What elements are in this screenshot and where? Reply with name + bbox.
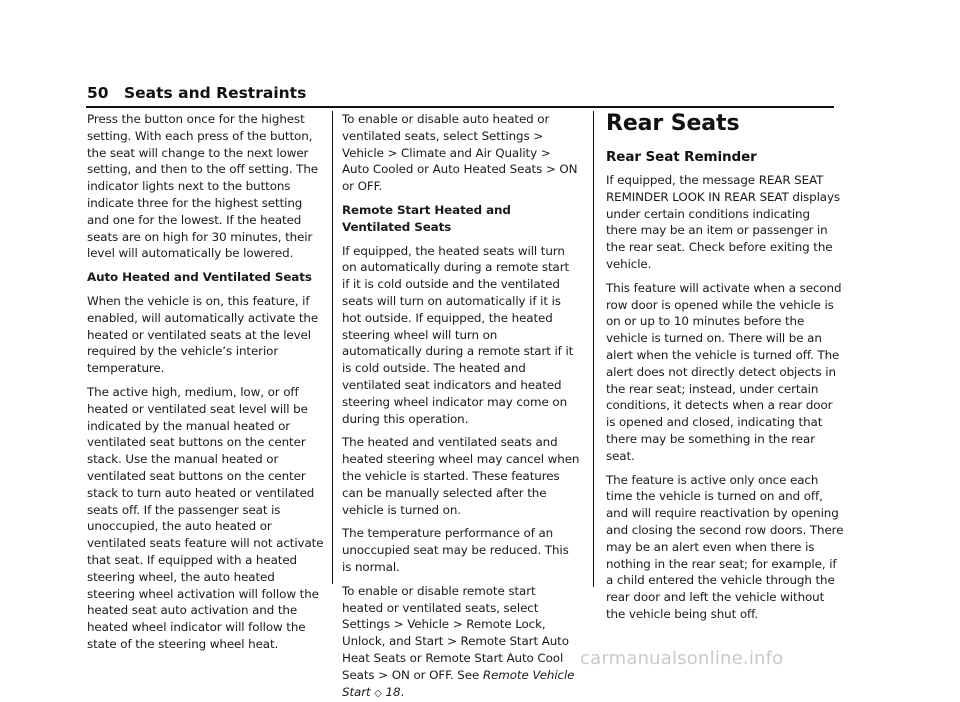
header-rule <box>86 106 834 108</box>
paragraph: If equipped, the message REAR SEAT REMINDER LOOK IN REAR SEAT displays under certain conditions indicating there may be an item or passenger in the rear seat. Check before exiting the vehicle. <box>606 173 841 271</box>
page-header <box>87 84 306 102</box>
text-column-2 <box>342 111 580 702</box>
page-number: 50 <box>87 84 109 102</box>
paragraph-with-reference <box>342 583 580 702</box>
subheading-remote-start-seats: Remote Start Heated and Ventilated Seats <box>342 202 511 234</box>
paragraph: If equipped, the heated seats will turn on automatically during a remote start if it is cold outside and the ventilated seats will turn on automatically if it is hot outside. If equipped, the heated steering wheel will turn on automatically during a remote start if it is cold outside. The heated and ventilated seat indicators and heated steering wheel indicator may come on during this operation. <box>342 243 574 426</box>
paragraph: To enable or disable auto heated or ventilated seats, select Settings > Vehicle > Climate and Air Quality > Auto Cooled or Auto Heated Seats > ON or OFF. <box>342 112 578 194</box>
paragraph: When the vehicle is on, this feature, if enabled, will automatically activate the heated or ventilated seats at the level required by the vehicle’s interior temperature. <box>87 293 319 376</box>
subheading-auto-heated-seats: Auto Heated and Ventilated Seats <box>87 270 312 285</box>
sentence-end: . <box>400 684 405 699</box>
watermark: carmanualsonline.info <box>580 648 784 669</box>
text-column-3 <box>606 111 844 623</box>
paragraph-text: To enable or disable remote start heated or ventilated seats, select Settings > Vehicle > Remote Lock, Unlock, and Start > Remote Start Auto Heat Seats or Remote Start Auto Cool Seats > ON or OFF. See <box>342 583 569 682</box>
paragraph: The heated and ventilated seats and heated steering wheel may cancel when the vehicle is started. These features can be manually selected after the vehicle is turned on. <box>342 435 580 517</box>
running-section-title: Seats and Restraints <box>123 84 307 102</box>
section-heading: Rear Seats <box>606 111 740 136</box>
cross-reference-title[interactable]: Remote Vehicle Start <box>342 667 575 699</box>
cross-reference-page[interactable]: 18 <box>385 684 401 699</box>
page-reference-icon: ◇ <box>374 687 382 699</box>
paragraph: The feature is active only once each time the vehicle is turned on and off, and will require reactivation by opening and closing the second row doors. There may be an alert even when there is nothing in the rear seat; for example, if a child entered the vehicle through the rear door and left the vehicle without the vehicle being shut off. <box>606 472 844 621</box>
subsection-heading: Rear Seat Reminder <box>606 149 757 165</box>
paragraph: Press the button once for the highest setting. With each press of the button, the seat will change to the next lower setting, and then to the off setting. The indicator lights next to the buttons indicate three for the highest setting and one for the lowest. If the heated seats are on high for 30 minutes, their level will automatically be lowered. <box>87 112 318 261</box>
paragraph: The temperature performance of an unoccupied seat may be reduced. This is normal. <box>342 526 569 574</box>
column-divider <box>332 111 333 584</box>
text-column-1 <box>87 111 325 653</box>
paragraph: The active high, medium, low, or off heated or ventilated seat level will be indicated by the manual heated or ventilated seat buttons on the center stack. Use the manual heated or ventilated seat buttons on the center stack to turn auto heated or ventilated seats off. If the passenger seat is unoccupied, the auto heated or ventilated seats feature will not activate that seat. If equipped with a heated steering wheel, the auto heated steering wheel activation will follow the heated seat auto activation and the heated wheel indicator will follow the state of the steering wheel heat. <box>87 384 324 651</box>
column-divider <box>593 111 594 587</box>
paragraph: This feature will activate when a second row door is opened while the vehicle is on or up to 10 minutes before the vehicle is turned on. There will be an alert when the vehicle is turned off. The alert does not directly detect objects in the rear seat; instead, under certain conditions, it detects when a rear door is opened and closed, indicating that there may be something in the rear seat. <box>606 280 842 463</box>
